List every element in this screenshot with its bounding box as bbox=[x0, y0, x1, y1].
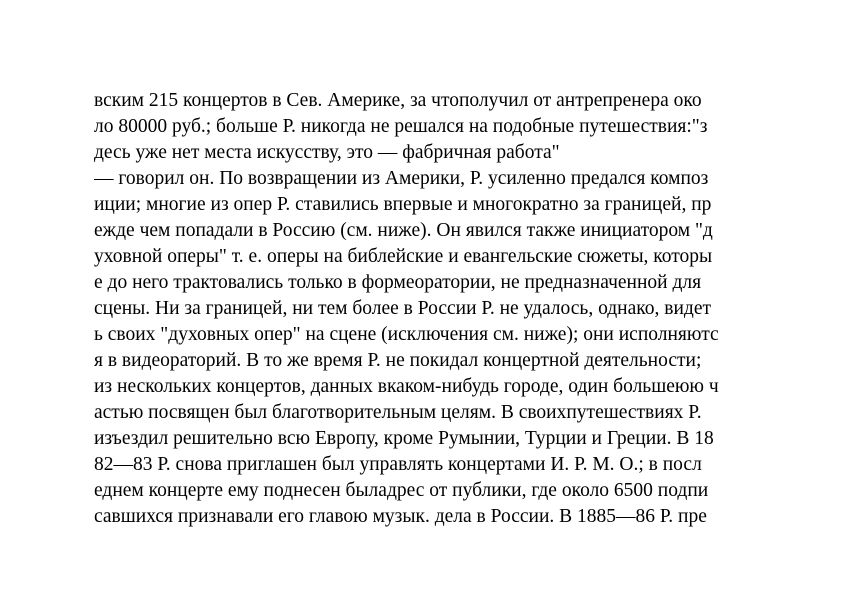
body-text bbox=[94, 88, 794, 530]
text-line-9: сцены. Ни за границей, ни тем более в России Р. не удалось, однако, видет bbox=[94, 298, 711, 319]
text-line-6: ежде чем попадали в Россию (см. ниже). Он явился также инициатором "д bbox=[94, 220, 713, 241]
text-line-8: е до него трактовались только в формеоратории, не предназначенной для bbox=[94, 272, 702, 293]
text-line-5: иции; многие из опер Р. ставились впервые и многократно за границей, пр bbox=[94, 194, 712, 215]
text-line-17: савшихся признавали его главою музык. дела в России. В 1885—86 Р. пре bbox=[94, 506, 707, 527]
text-line-4: — говорил он. По возвращении из Америки, Р. усиленно предался композ bbox=[94, 168, 709, 189]
text-line-16: еднем концерте ему поднесен быладрес от публики, где около 6500 подпи bbox=[94, 480, 709, 501]
text-line-1: вским 215 концертов в Сев. Америке, за чтополучил от антрепренера око bbox=[94, 90, 702, 111]
text-line-15: 82—83 Р. снова приглашен был управлять концертами И. Р. М. О.; в посл bbox=[94, 454, 702, 475]
text-line-10: ь своих "духовных опер" на сцене (исключения см. ниже); они исполняютс bbox=[94, 324, 719, 345]
text-line-13: астью посвящен был благотворительным целям. В своихпутешествиях Р. bbox=[94, 402, 702, 423]
text-line-14: изъездил решительно всю Европу, кроме Румынии, Турции и Греции. В 18 bbox=[94, 428, 714, 449]
text-line-12: из нескольких концертов, данных вкаком-нибудь городе, один большеюю ч bbox=[94, 376, 719, 397]
text-line-7: уховной оперы" т. е. оперы на библейские и евангельские сюжеты, которы bbox=[94, 246, 713, 267]
text-line-3: десь уже нет места искусству, это — фабричная работа" bbox=[94, 142, 560, 163]
text-line-2: ло 80000 руб.; больше Р. никогда не решался на подобные путешествия:"з bbox=[94, 116, 708, 137]
text-line-11: я в видеораторий. В то же время Р. не покидал концертной деятельности; bbox=[94, 350, 702, 371]
